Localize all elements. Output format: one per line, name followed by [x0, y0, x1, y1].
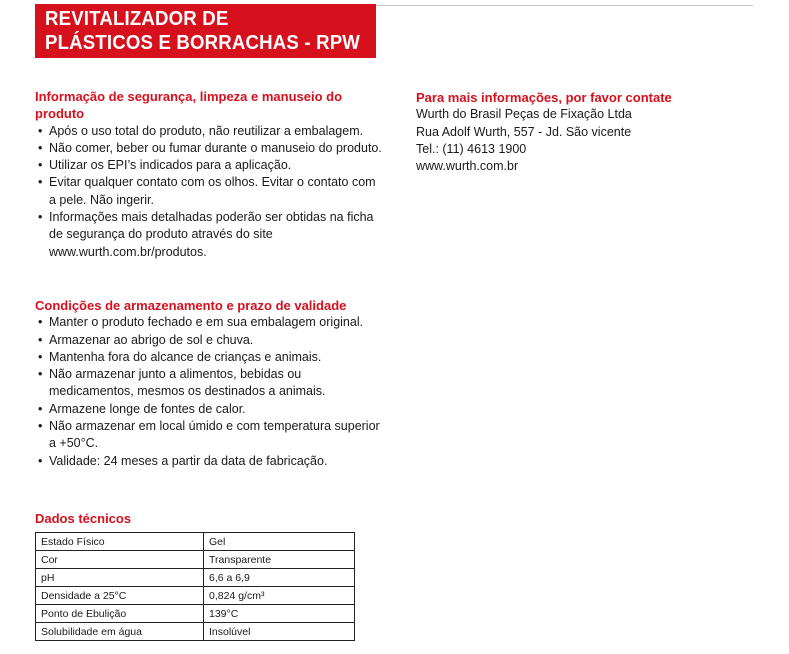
list-item: • Após o uso total do produto, não reutilizar a embalagem.: [35, 123, 385, 140]
table-row: [36, 587, 355, 605]
storage-list: [35, 314, 385, 470]
list-item: • Armazene longe de fontes de calor.: [35, 401, 385, 418]
contact-phone: Tel.: (11) 4613 1900: [416, 141, 527, 156]
list-item: • Evitar qualquer contato com os olhos. Evitar o contato com a pele. Não ingerir.: [35, 174, 385, 209]
contact-company: Wurth do Brasil Peças de Fixação Ltda: [416, 107, 632, 122]
page-title-line-2: PLÁSTICOS E BORRACHAS - RPW: [45, 32, 361, 54]
table-row: [36, 551, 355, 569]
list-item: • Utilizar os EPI’s indicados para a aplicação.: [35, 157, 385, 174]
contact-heading: Para mais informações, por favor contate: [416, 90, 672, 105]
list-item: • Mantenha fora do alcance de crianças e animais.: [35, 349, 385, 366]
table-row: [36, 623, 355, 641]
tech-section: [35, 510, 385, 527]
table-key: Ponto de Ebulição: [36, 605, 204, 623]
safety-list: [35, 123, 385, 261]
list-item: • Informações mais detalhadas poderão ser obtidas na ficha de segurança do produto através do site www.wurth.com.br/produtos.: [35, 209, 385, 261]
table-row: [36, 605, 355, 623]
table-key: Densidade a 25°C: [36, 587, 204, 605]
list-item: • Não armazenar em local úmido e com temperatura superior a +50°C.: [35, 418, 385, 453]
title-band: [35, 4, 376, 58]
table-key: pH: [36, 569, 204, 587]
contact-address: Rua Adolf Wurth, 557 - Jd. São vicente: [416, 124, 632, 139]
table-key: Cor: [36, 551, 204, 569]
storage-heading: Condições de armazenamento e prazo de validade: [35, 298, 347, 313]
tech-data-table: [35, 532, 355, 641]
list-item: • Não armazenar junto a alimentos, bebidas ou medicamentos, mesmos os destinados a animais.: [35, 366, 385, 401]
table-value: Transparente: [204, 551, 355, 569]
list-item: • Não comer, beber ou fumar durante o manuseio do produto.: [35, 140, 385, 157]
table-key: Estado Físico: [36, 533, 204, 551]
storage-section: [35, 297, 385, 470]
table-value: 6,6 a 6,9: [204, 569, 355, 587]
table-value: Gel: [204, 533, 355, 551]
table-key: Solubilidade em água: [36, 623, 204, 641]
table-row: [36, 533, 355, 551]
table-row: [36, 569, 355, 587]
safety-heading: Informação de segurança, limpeza e manuseio do produto: [35, 89, 343, 122]
contact-section: [416, 89, 756, 175]
table-value: 139°C: [204, 605, 355, 623]
table-value: 0,824 g/cm³: [204, 587, 355, 605]
list-item: • Manter o produto fechado e em sua embalagem original.: [35, 314, 385, 331]
list-item: • Validade: 24 meses a partir da data de fabricação.: [35, 453, 385, 470]
page-title-line-1: REVITALIZADOR DE: [45, 8, 229, 30]
table-value: Insolúvel: [204, 623, 355, 641]
list-item: • Armazenar ao abrigo de sol e chuva.: [35, 332, 385, 349]
contact-website-link[interactable]: www.wurth.com.br: [416, 159, 519, 174]
tech-heading: Dados técnicos: [35, 511, 132, 526]
header-rule: [376, 5, 753, 6]
safety-section: [35, 88, 385, 261]
